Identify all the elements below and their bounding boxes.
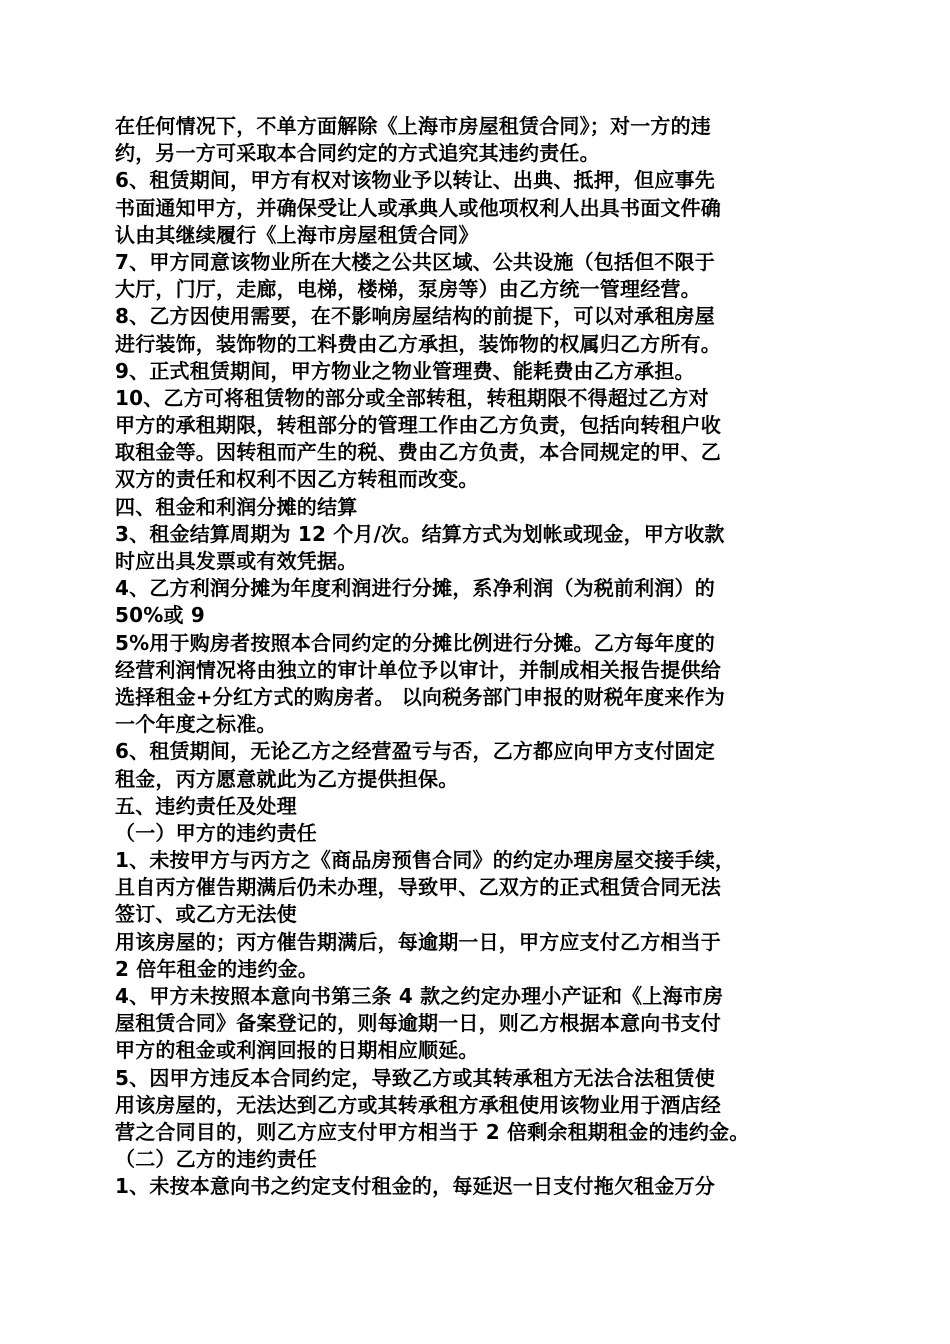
- text-line: 大厅，门厅，走廊，电梯，楼梯，泵房等）由乙方统一管理经营。: [115, 277, 701, 302]
- text-line: 用该房屋的，无法达到乙方或其转承租方承租使用该物业用于酒店经: [115, 1092, 721, 1117]
- text-line: 甲方的承租期限，转租部分的管理工作由乙方负责，包括向转租户收: [115, 413, 721, 438]
- text-line: 8、乙方因使用需要，在不影响房屋结构的前提下，可以对承租房屋: [115, 304, 715, 329]
- text-line: 且自丙方催告期满后仍未办理，导致甲、乙双方的正式租赁合同无法: [115, 875, 721, 900]
- text-line: 6、租赁期间，甲方有权对该物业予以转让、出典、抵押，但应事先: [115, 168, 715, 193]
- text-line: 10、乙方可将租赁物的部分或全部转租，转租期限不得超过乙方对: [115, 385, 709, 410]
- text-line: 50%或 9: [115, 603, 205, 628]
- text-line: 取租金等。因转租而产生的税、费由乙方负责，本合同规定的甲、乙: [115, 440, 721, 465]
- text-line: 5%用于购房者按照本合同约定的分摊比例进行分摊。乙方每年度的: [115, 630, 715, 655]
- text-line: 3、租金结算周期为 12 个月/次。结算方式为划帐或现金，甲方收款: [115, 521, 725, 546]
- text-line: 经营利润情况将由独立的审计单位予以审计，并制成相关报告提供给: [115, 657, 721, 682]
- text-line: 选择租金+分红方式的购房者。 以向税务部门申报的财税年度来作为: [115, 684, 725, 709]
- section-heading: 四、租金和利润分摊的结算: [115, 494, 358, 519]
- text-line: 书面通知甲方，并确保受让人或承典人或他项权利人出具书面文件确: [115, 195, 721, 220]
- text-line: 营之合同目的，则乙方应支付甲方相当于 2 倍剩余租期租金的违约金。: [115, 1119, 750, 1144]
- text-line: 双方的责任和权利不因乙方转租而改变。: [115, 467, 479, 492]
- text-line: 1、未按甲方与丙方之《商品房预售合同》的约定办理房屋交接手续，: [115, 848, 736, 873]
- text-line: 约，另一方可采取本合同约定的方式追究其违约责任。: [115, 141, 600, 166]
- section-heading: 五、违约责任及处理: [115, 793, 297, 818]
- text-line: 租金，丙方愿意就此为乙方提供担保。: [115, 766, 459, 791]
- subsection-heading: （一）甲方的违约责任: [115, 820, 317, 845]
- text-line: 2 倍年租金的违约金。: [115, 956, 319, 981]
- text-line: 9、正式租赁期间，甲方物业之物业管理费、能耗费由乙方承担。: [115, 358, 695, 383]
- text-line: 4、乙方利润分摊为年度利润进行分摊，系净利润（为税前利润）的: [115, 576, 715, 601]
- text-line: 屋租赁合同》备案登记的，则每逾期一日，则乙方根据本意向书支付: [115, 1011, 721, 1036]
- document-page: [115, 113, 850, 1201]
- text-line: 在任何情况下，不单方面解除《上海市房屋租赁合同》；对一方的违: [115, 114, 711, 138]
- text-line: 甲方的租金或利润回报的日期相应顺延。: [115, 1038, 479, 1063]
- text-line: 时应出具发票或有效凭据。: [115, 549, 358, 573]
- text-line: 一个年度之标准。: [115, 712, 277, 737]
- text-line: 6、租赁期间，无论乙方之经营盈亏与否，乙方都应向甲方支付固定: [115, 739, 715, 764]
- text-line: 认由其继续履行《上海市房屋租赁合同》: [115, 222, 479, 247]
- text-line: 用该房屋的；丙方催告期满后，每逾期一日，甲方应支付乙方相当于: [115, 929, 721, 954]
- text-line: 4、甲方未按照本意向书第三条 4 款之约定办理小产证和《上海市房: [115, 984, 724, 1008]
- text-line: 1、未按本意向书之约定支付租金的，每延迟一日支付拖欠租金万分: [115, 1174, 715, 1199]
- subsection-heading: （二）乙方的违约责任: [115, 1147, 317, 1172]
- text-line: 进行装饰，装饰物的工料费由乙方承担，装饰物的权属归乙方所有。: [115, 331, 721, 356]
- text-line: 5、因甲方违反本合同约定，导致乙方或其转承租方无法合法租赁使: [115, 1065, 715, 1090]
- text-line: 签订、或乙方无法使: [115, 902, 297, 927]
- text-line: 7、甲方同意该物业所在大楼之公共区域、公共设施（包括但不限于: [115, 249, 715, 274]
